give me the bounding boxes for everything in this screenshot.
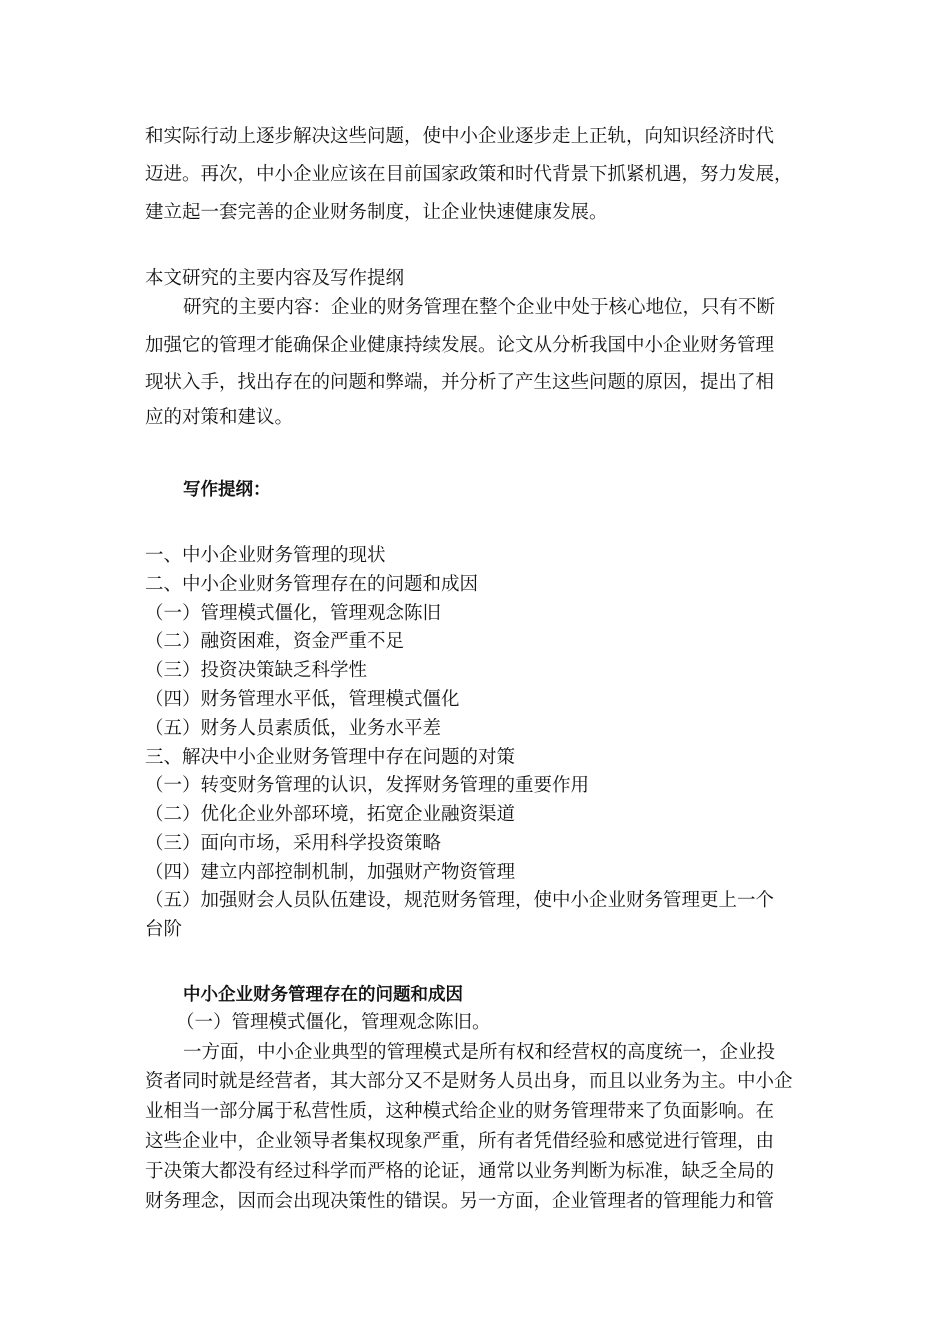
outline-item: （四）财务管理水平低，管理模式僵化 xyxy=(145,689,460,710)
paragraph-line: 于决策大都没有经过科学而严格的论证，通常以业务判断为标准，缺乏全局的 xyxy=(145,1161,775,1182)
outline-item: （一）转变财务管理的认识，发挥财务管理的重要作用 xyxy=(145,775,590,796)
outline-item: （五）加强财会人员队伍建设，规范财务管理，使中小企业财务管理更上一个 xyxy=(145,890,775,911)
paragraph-line: 加强它的管理才能确保企业健康持续发展。论文从分析我国中小企业财务管理 xyxy=(145,335,775,356)
outline-item: 三、解决中小企业财务管理中存在问题的对策 xyxy=(145,747,516,768)
paragraph-line: 应的对策和建议。 xyxy=(145,407,294,428)
outline-item: （二）融资困难，资金严重不足 xyxy=(145,631,405,652)
paragraph-line: 建立起一套完善的企业财务制度，让企业快速健康发展。 xyxy=(145,202,608,223)
outline-heading: 写作提纲： xyxy=(183,480,271,500)
paragraph-line: 迈进。再次，中小企业应该在目前国家政策和时代背景下抓紧机遇，努力发展， xyxy=(145,164,793,185)
outline-item: （三）面向市场，采用科学投资策略 xyxy=(145,833,442,854)
section-heading: 本文研究的主要内容及写作提纲 xyxy=(145,268,405,289)
outline-item: 台阶 xyxy=(145,919,183,940)
outline-item: （一）管理模式僵化，管理观念陈旧 xyxy=(145,603,442,624)
outline-item: 二、中小企业财务管理存在的问题和成因 xyxy=(145,574,479,595)
section-heading: 中小企业财务管理存在的问题和成因 xyxy=(183,985,463,1005)
outline-item: （二）优化企业外部环境，拓宽企业融资渠道 xyxy=(145,804,516,825)
outline-item: （五）财务人员素质低，业务水平差 xyxy=(145,718,442,739)
outline-item: （四）建立内部控制机制，加强财产物资管理 xyxy=(145,862,516,883)
paragraph-line: 财务理念，因而会出现决策性的错误。另一方面，企业管理者的管理能力和管 xyxy=(145,1191,775,1212)
paragraph-line: 资者同时就是经营者，其大部分又不是财务人员出身，而且以业务为主。中小企 xyxy=(145,1071,793,1092)
paragraph-line: 这些企业中，企业领导者集权现象严重，所有者凭借经验和感觉进行管理，由 xyxy=(145,1131,775,1152)
subsection-heading: （一）管理模式僵化，管理观念陈旧。 xyxy=(176,1012,491,1033)
paragraph-line: 业相当一部分属于私营性质，这种模式给企业的财务管理带来了负面影响。在 xyxy=(145,1101,775,1122)
outline-item: 一、中小企业财务管理的现状 xyxy=(145,545,386,566)
paragraph-line: 和实际行动上逐步解决这些问题，使中小企业逐步走上正轨，向知识经济时代 xyxy=(145,126,775,147)
paragraph-line: 研究的主要内容：企业的财务管理在整个企业中处于核心地位，只有不断 xyxy=(183,297,776,318)
paragraph-line: 现状入手，找出存在的问题和弊端，并分析了产生这些问题的原因，提出了相 xyxy=(145,372,775,393)
outline-item: （三）投资决策缺乏科学性 xyxy=(145,660,368,681)
paragraph-line: 一方面，中小企业典型的管理模式是所有权和经营权的高度统一，企业投 xyxy=(183,1042,776,1063)
